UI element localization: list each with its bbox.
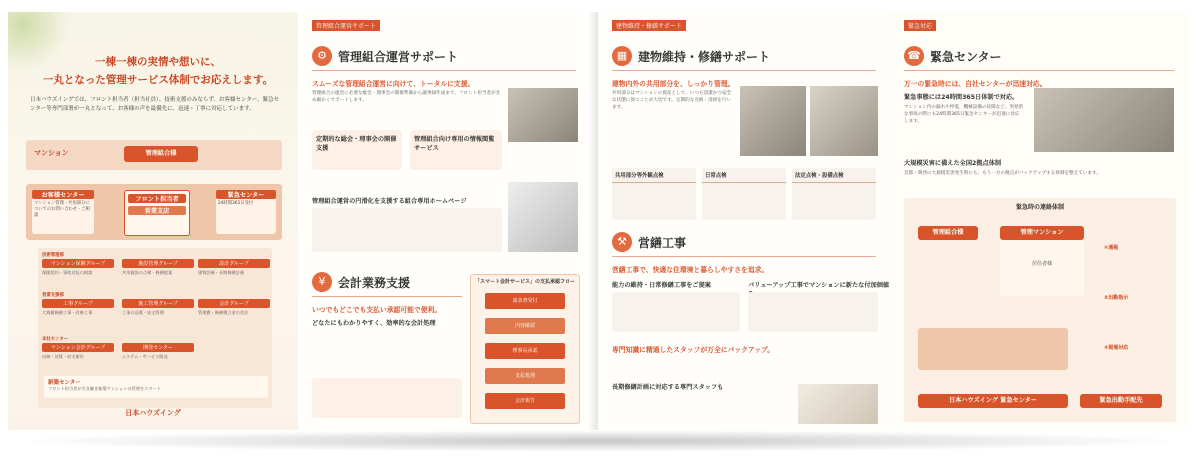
intro-text: 日本ハウズイングでは、フロント担当者（担当社員）、技術支援のみならず、お客様センター、緊急センター等専門部署が一丸となって、お客様の声を最優先に、迅速・丁寧に対応しています。 [30, 97, 279, 112]
group-card [198, 252, 270, 288]
accounting-features [312, 378, 462, 418]
construction-line [612, 256, 876, 257]
p3-title: 建物維持・修繕サポート [638, 50, 771, 64]
meeting-photo [508, 88, 578, 142]
company-name: 日本ハウズイング [125, 409, 181, 417]
c-sub3: 長期修繕計画に対応する専門スタッフも [612, 384, 724, 391]
inspection-column-title: 日常点検 [702, 168, 786, 183]
headline-line2: 一丸となった管理サービス体制でお応えします。 [42, 74, 274, 86]
group-head: 本社センター [42, 337, 69, 342]
group-name: 施工管理グループ [122, 299, 194, 308]
panel-building-support [598, 12, 890, 430]
inspection-column [792, 168, 876, 220]
page-shadow [10, 430, 1190, 452]
panel-management-system [8, 12, 298, 430]
cust-center-label: お客様センター [32, 190, 94, 199]
p2-title-line [312, 70, 576, 71]
sub1-box [312, 130, 402, 170]
c-sub1: 能力の維持・日常修繕工事をご提案 [612, 282, 711, 289]
front-box [124, 190, 190, 236]
cust-center-desc: マンション管理・共用部分についてのお問い合わせ・ご相談 [34, 201, 90, 218]
group-desc: 大規模修繕工事・改修工事 [42, 310, 93, 315]
n-step3: ③現場対応 [1104, 345, 1129, 351]
hammer-icon: ⚒ [612, 232, 632, 252]
n-center: 日本ハウズイング 緊急センター [918, 394, 1068, 408]
flow-box [470, 274, 580, 424]
p4-tag: 緊急対応 [904, 20, 936, 31]
group-desc: 出納・決算・収支報告 [42, 354, 84, 359]
group-card [122, 292, 194, 328]
p2-tag: 管理組合運営サポート [312, 20, 380, 31]
flow-step: 請求書受付 [485, 293, 565, 309]
c-sub2: バリューアップ工事でマンションに新たな付加価値 [748, 282, 890, 289]
group-name: 工事グループ [42, 299, 114, 308]
p2-lead: スムーズな管理組合運営に向けて、トータルに支援。 [312, 80, 475, 88]
construction-title: 営繕工事 [638, 236, 687, 250]
mansion-label: マンション [34, 149, 69, 157]
inspection-photo-2 [810, 86, 878, 156]
n-step1: ①通報 [1104, 245, 1119, 251]
group-desc: 共用施設の点検・修繕提案 [122, 270, 173, 275]
group-desc: 工事の品質・安全管理 [122, 310, 164, 315]
documents-photo [798, 384, 878, 424]
panel-kanri-support [298, 12, 590, 430]
network-diagram [904, 198, 1176, 422]
group-card [198, 292, 270, 328]
accounting-sub: どなたにもわかりやすく、効率的な会計処理 [312, 320, 436, 327]
p4-body2: 首都・関西の大規模災害発生時にも、もう一方の拠点がバックアップする体制を整えています。 [904, 171, 1101, 176]
inspection-column [702, 168, 786, 220]
emergency-label: 緊急センター [216, 190, 276, 199]
p4-lead: 万一の緊急時には、自社センターが迅速対応。 [904, 80, 1047, 88]
group-desc: システム・サービス開発 [122, 354, 168, 359]
building-icon: ▦ [612, 46, 632, 66]
p2-body: 管理組合の運営に必要な総会・理事会の開催準備から議事録作成まで、フロント担当者がきめ細かくサポートします。 [312, 91, 501, 103]
branch-label: 営業支店 [128, 206, 186, 215]
p3-lead: 建物内外の共用部分を、しっかり管理。 [612, 80, 735, 88]
sub3-list [312, 208, 502, 252]
group-desc: 建物診断・長期修繕計画 [198, 270, 245, 275]
inspection-column [612, 168, 696, 220]
p2-sub2: 管理組合向け専用の情報閲覧サービス [414, 136, 495, 152]
group-card [122, 252, 194, 288]
cust-center-box [32, 190, 94, 234]
group-name: マンション保険グループ [42, 259, 114, 268]
group-name: 施設管理グループ [122, 259, 194, 268]
accounting-lead: いつでもどこでも支払い承認可能で便利。 [312, 306, 442, 314]
fold-shadow-2 [588, 12, 598, 430]
flow-step: 会計報告 [485, 393, 565, 409]
p3-body: 共用部分はマンションの資産として、いつも清潔かつ安全な状態に保つことが大切です。定期的な点検・清掃を行います。 [612, 91, 732, 110]
group-card [122, 336, 194, 372]
inspection-photo-1 [740, 86, 806, 156]
flow-step: 支払処理 [485, 368, 565, 384]
operator-icon: ☎ [904, 46, 924, 66]
group-name: 開発センター [122, 343, 194, 352]
n-kumiai: 管理組合様 [918, 226, 978, 240]
panel-emergency [890, 12, 1190, 430]
group-name: マンション会計グループ [42, 343, 114, 352]
p4-body1: マンション内の漏水や停電、機械設備の故障など、突発的な事故の際にも24時間365日緊急センターが迅速に対応します。 [904, 105, 1024, 124]
n-center-staff [918, 328, 1068, 370]
group-card [42, 336, 114, 372]
new-dept-label: 新築センター [48, 380, 81, 386]
group-name: 会計グループ [198, 299, 270, 308]
c-sub2-body [748, 292, 878, 332]
c-sub1-body [612, 292, 740, 332]
mansion-band [26, 140, 282, 170]
p4-title-line [904, 70, 1174, 71]
calculator-icon: ¥ [312, 272, 332, 292]
p3-title-line [612, 70, 876, 71]
p3-tag: 建物維持・修繕サポート [612, 20, 686, 31]
inspection-column-title: 法定点検・設備点検 [792, 168, 876, 183]
group-desc: 管理費・修繕積立金の会計 [198, 310, 249, 315]
website-screenshot [508, 182, 578, 252]
p4-title: 緊急センター [930, 50, 1002, 64]
n-mansion: 管理マンション [1000, 226, 1084, 240]
p2-sub1: 定期的な総会・理事会の開催支援 [316, 136, 397, 152]
flow-step: 内容確認 [485, 318, 565, 334]
p2-title: 管理組合運営サポート [338, 50, 459, 64]
front-label: フロント担当者 [128, 194, 186, 203]
new-dept-desc: フロント担当者が引き継ぎ新築マンションの管理をスタート [48, 386, 161, 391]
new-dept-box [44, 376, 268, 398]
headline-line1: 一棟一棟の実情や想いに、 [95, 56, 221, 68]
kanri-kumiai-box: 管理組合様 [124, 146, 198, 162]
group-head: 営業支援部 [42, 293, 64, 298]
flow-title: 「スマート会計サービス」の支払承認フロー [475, 279, 575, 285]
group-card [42, 292, 114, 328]
n-resident: 居住者様 [1031, 261, 1052, 267]
sub2-box [410, 130, 502, 170]
n-step2: ②出動指示 [1104, 295, 1129, 301]
accounting-line [312, 296, 462, 297]
n-mansion-body [1000, 240, 1084, 296]
p4-sub1: 緊急事態には24時間365日体制で対応。 [904, 94, 1019, 101]
center-band [26, 184, 282, 240]
gear-icon: ⚙ [312, 46, 332, 66]
emergency-desc: 24時間365日受付 [218, 201, 254, 206]
n-dispatch: 緊急出動手配先 [1080, 394, 1162, 408]
construction-lead2: 専門知識に精通したスタッフが万全にバックアップ。 [612, 346, 775, 354]
group-desc: 保険契約・事故対応の相談 [42, 270, 93, 275]
emergency-box [216, 190, 276, 234]
group-card [42, 252, 114, 288]
p2-sub3: 管理組合運営の円滑化を支援する組合専用ホームページ [312, 198, 467, 205]
flow-step: 理事長承認 [485, 343, 565, 359]
call-center-photo [1034, 88, 1174, 152]
group-head: 技術管理部 [42, 253, 64, 258]
p4-sub2: 大規模災害に備えた全国2拠点体制 [904, 160, 1002, 167]
accounting-title: 会計業務支援 [338, 276, 411, 290]
inspection-column-title: 共用部分等外観点検 [612, 168, 696, 183]
group-name: 設計グループ [198, 259, 270, 268]
network-title: 緊急時の連絡体制 [1015, 204, 1064, 211]
construction-lead: 営繕工事で、快適な住環境と暮らしやすさを追求。 [612, 266, 769, 274]
